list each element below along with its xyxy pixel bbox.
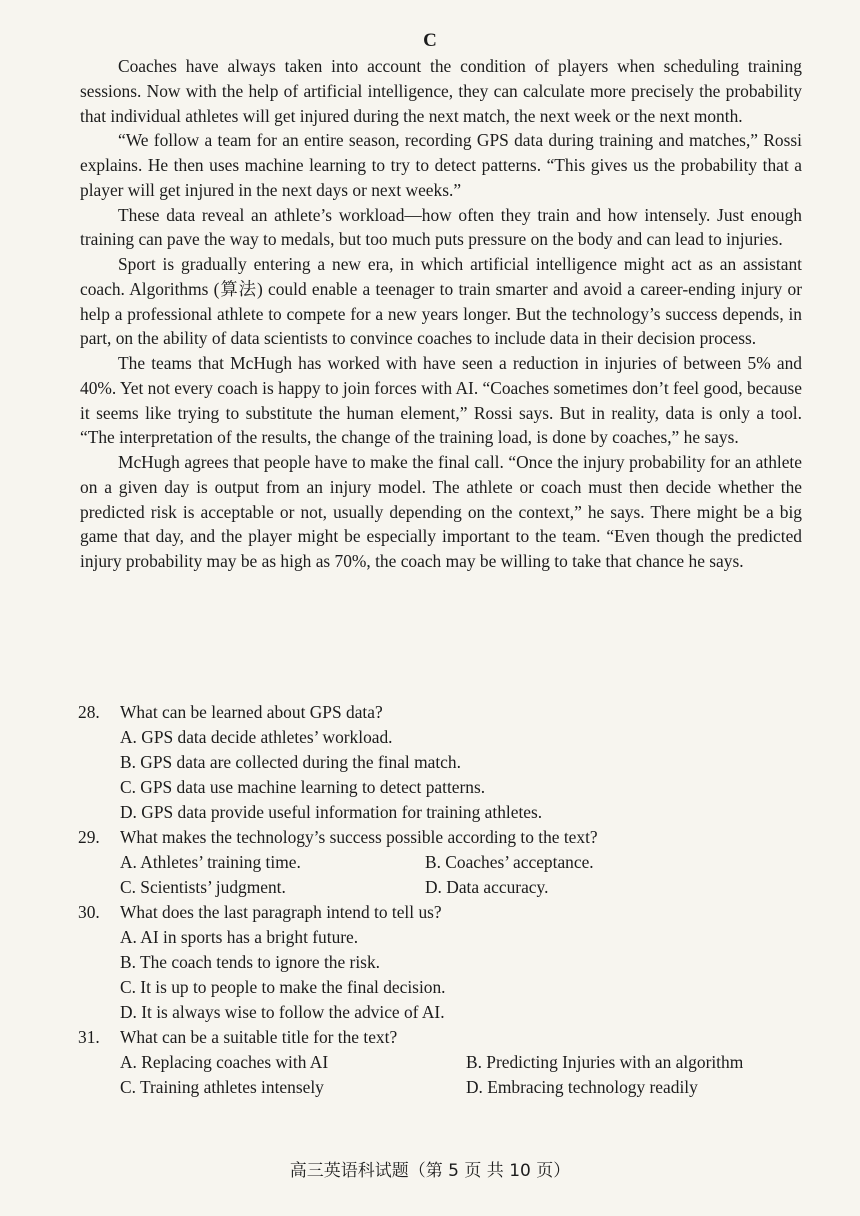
question-stem: What makes the technology’s success possible according to the text? <box>120 827 598 847</box>
option-d: D. Data accuracy. <box>425 877 549 897</box>
option-d: D. Embracing technology readily <box>466 1077 698 1097</box>
option-c: C. It is up to people to make the final decision. <box>120 977 446 997</box>
page-footer: 高三英语科试题（第 5 页 共 10 页） <box>289 1161 571 1181</box>
passage-paragraph-1: Coaches have always taken into account the condition of players when scheduling training sessions. Now with the help of artificial intelligence, they can calculate more precisely the probability that individual athletes will get injured during the next match, the next week or the next month. <box>80 56 802 126</box>
section-letter: C <box>423 30 437 51</box>
option-a: A. Replacing coaches with AI <box>120 1052 329 1072</box>
option-a: A. Athletes’ training time. <box>120 852 301 872</box>
passage-paragraph-2: “We follow a team for an entire season, recording GPS data during training and matches,” Rossi explains. He then uses machine learning to try to detect patterns. “This gives us the probability that a player will get injured in the next days or next weeks.” <box>80 130 802 200</box>
option-b: B. Coaches’ acceptance. <box>425 852 594 872</box>
question-29 <box>78 825 802 900</box>
option-a: A. GPS data decide athletes’ workload. <box>120 727 393 747</box>
passage-paragraph-4: Sport is gradually entering a new era, in which artificial intelligence might act as an assistant coach. Algorithms (算法) could enable a teenager to train smarter and avoid a career-ending injury or help a professional athlete to compete for a new years longer. But the technology’s success depends, in part, on the ability of data scientists to convince coaches to include data in their decision process. <box>80 254 802 349</box>
question-stem: What can be learned about GPS data? <box>120 702 383 722</box>
passage-paragraph-5: The teams that McHugh has worked with have seen a reduction in injuries of between 5% and 40%. Yet not every coach is happy to join forces with AI. “Coaches sometimes don’t feel good, because it seems like trying to substitute the human element,” Rossi says. But in reality, data is only a tool. “The interpretation of the results, the change of the training load, is done by coaches,” he says. <box>80 353 802 448</box>
question-stem: What can be a suitable title for the text? <box>120 1027 398 1047</box>
passage-paragraph-3: These data reveal an athlete’s workload—how often they train and how intensely. Just enough training can pave the way to medals, but too much puts pressure on the body and can lead to injuries. <box>80 204 802 250</box>
option-b: B. Predicting Injuries with an algorithm <box>466 1052 744 1072</box>
option-d: D. GPS data provide useful information for training athletes. <box>120 802 543 822</box>
option-a: A. AI in sports has a bright future. <box>120 927 359 947</box>
question-number: 31. <box>78 1027 100 1047</box>
option-b: B. The coach tends to ignore the risk. <box>120 952 380 972</box>
question-31 <box>78 1025 802 1100</box>
question-list <box>78 700 802 1100</box>
option-c: C. Scientists’ judgment. <box>120 877 286 897</box>
option-c: C. GPS data use machine learning to detect patterns. <box>120 777 486 797</box>
question-30 <box>78 900 802 1025</box>
option-d: D. It is always wise to follow the advice of AI. <box>120 1002 445 1022</box>
reading-passage <box>80 54 802 574</box>
option-c: C. Training athletes intensely <box>120 1077 324 1097</box>
question-number: 29. <box>78 827 100 847</box>
question-stem: What does the last paragraph intend to tell us? <box>120 902 442 922</box>
question-number: 28. <box>78 702 100 722</box>
passage-paragraph-6: McHugh agrees that people have to make the final call. “Once the injury probability for an athlete on a given day is output from an injury model. The athlete or coach must then decide whether the predicted risk is acceptable or not, usually depending on the context,” he says. There might be a big game that day, and the player might be especially important to the team. “Even though the predicted injury probability may be as high as 70%, the coach may be willing to take that chance he says. <box>80 452 802 571</box>
option-b: B. GPS data are collected during the final match. <box>120 752 461 772</box>
question-number: 30. <box>78 902 100 922</box>
question-28 <box>78 700 802 825</box>
